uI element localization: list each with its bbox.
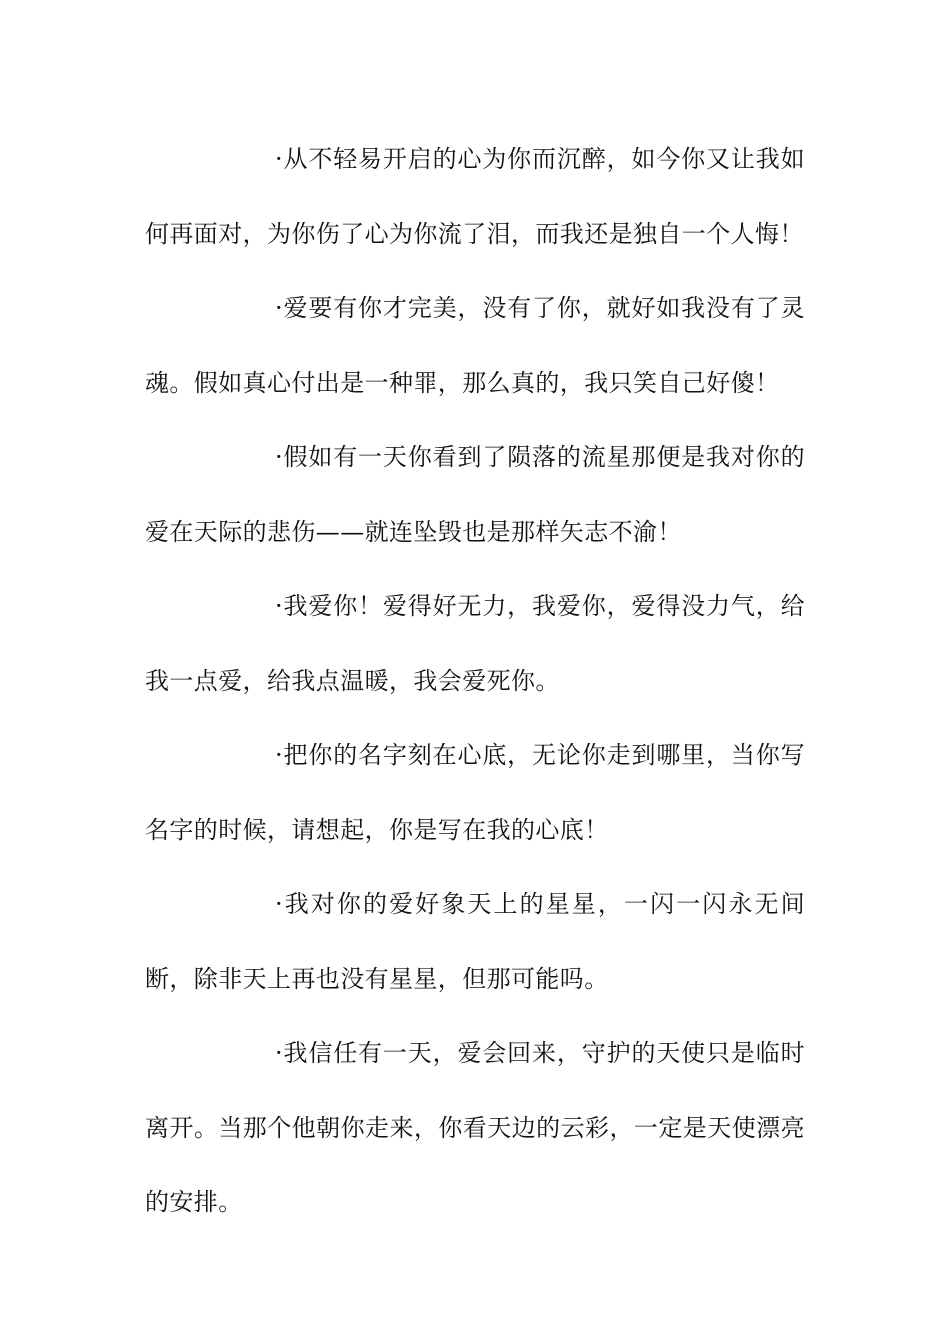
paragraph-6: ·我对你的爱好象天上的星星，一闪一闪永无间断，除非天上再也没有星星，但那可能吗。 bbox=[145, 890, 805, 993]
paragraph-7: ·我信任有一天，爱会回来，守护的天使只是临时离开。当那个他朝你走来，你看天边的云彩，一定是天使漂亮的安排。 bbox=[145, 1039, 805, 1216]
paragraph-1: ·从不轻易开启的心为你而沉醉，如今你又让我如何再面对，为你伤了心为你流了泪，而我还是独自一个人悔！ bbox=[145, 145, 805, 248]
paragraph-3: ·假如有一天你看到了陨落的流星那便是我对你的爱在天际的悲伤——就连坠毁也是那样矢志不渝！ bbox=[145, 443, 805, 546]
document-body bbox=[145, 122, 805, 1240]
paragraph-2: ·爱要有你才完美，没有了你，就好如我没有了灵魂。假如真心付出是一种罪，那么真的，我只笑自己好傻！ bbox=[145, 294, 805, 397]
paragraph-5: ·把你的名字刻在心底，无论你走到哪里，当你写名字的时候，请想起，你是写在我的心底！ bbox=[145, 741, 805, 844]
paragraph-4: ·我爱你！爱得好无力，我爱你，爱得没力气，给我一点爱，给我点温暖，我会爱死你。 bbox=[145, 592, 805, 695]
